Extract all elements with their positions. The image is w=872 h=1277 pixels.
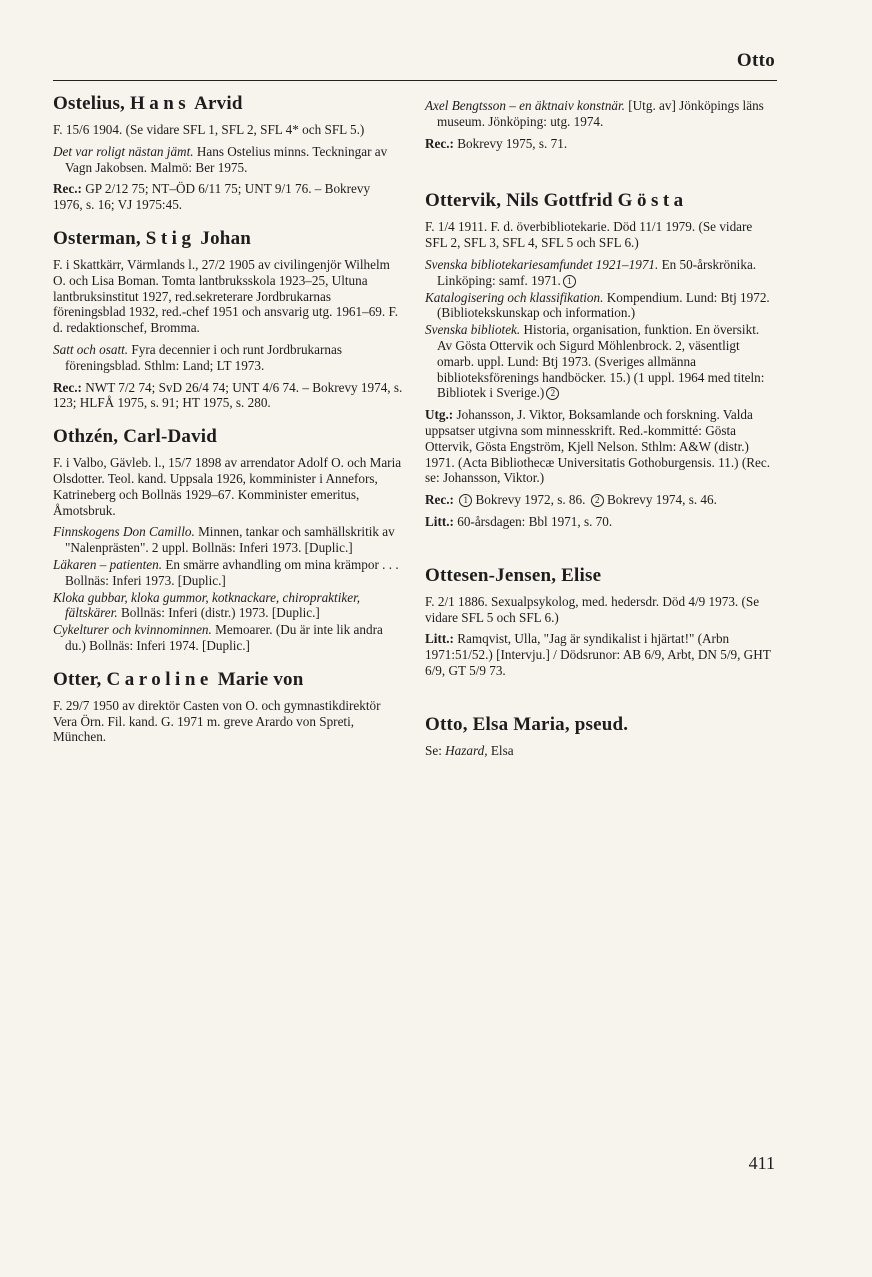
work-item: Satt och osatt. Fyra decennier i och runt Jordbrukarnas föreningsblad. Sthlm: Land; LT 1973. <box>53 341 342 373</box>
entry-ottervik <box>425 189 775 529</box>
review-list: Rec.: 1 Bokrevy 1972, s. 86. 2 Bokrevy 1974, s. 46. <box>425 492 717 508</box>
entry-bio: F. 15/6 1904. (Se vidare SFL 1, SFL 2, SFL 4* och SFL 5.) <box>53 122 365 137</box>
work-item: Axel Bengtsson – en äktnaiv konstnär. [Utg. av] Jönköpings läns museum. Jönköping: utg. 1974. <box>425 98 764 129</box>
work-item: Det var roligt nästan jämt. Hans Ostelius minns. Teckningar av Vagn Jakobsen. Malmö: Ber 1975. <box>53 143 388 175</box>
entry-heading: Otter, Caroline Marie von <box>53 668 304 690</box>
entry-heading: Ostelius, Hans Arvid <box>53 93 243 114</box>
circled-number: 1 <box>563 275 576 288</box>
work-item: Katalogisering och klassifikation. Kompendium. Lund: Btj 1972. (Bibliotekskunskap och information.) <box>425 289 770 321</box>
editor-note: Utg.: Johansson, J. Viktor, Boksamlande och forskning. Valda uppsatser utgivna som minnesskrift. Red.-kommitté: Gösta Ottervik, Gösta Engström, Kjell Nelson. Sthlm: A&W (distr.) 1971. (Acta Bibliothecæ Universitatis Gothoburgensis. 11.) (Rec. se: Johansson, Viktor.) <box>425 407 771 486</box>
literature-list: Litt.: Ramqvist, Ulla, "Jag är syndikalist i hjärtat!" (Arbn 1971:51/52.) [Intervju.] / Dödsrunor: AB 6/9, Arbt, DN 5/9, GHT 6/9, GT 5/9 73. <box>425 631 771 678</box>
entry-heading: Ottesen-Jensen, Elise <box>425 564 602 586</box>
work-item: Läkaren – patienten. En smärre avhandling om mina krämpor . . . Bollnäs: Inferi 1973. [Duplic.] <box>53 556 399 588</box>
circled-number: 1 <box>459 494 472 507</box>
left-column <box>53 92 403 751</box>
work-item: Svenska bibliotek. Historia, organisation, funktion. En översikt. Av Gösta Ottervik och Sigurd Möhlenbrock. 2, väsentligt omarb. uppl. Lund: Btj 1973. (Sveriges allmänna biblioteksförenings handböcker. 15.) (1 uppl. 1964 med titeln: Bibliotek i Sverige.) 2 <box>425 322 765 401</box>
right-column <box>425 92 775 765</box>
work-item: Cykelturer och kvinnominnen. Memoarer. (Du är inte lik andra du.) Bollnäs: Inferi 1974. [Duplic.] <box>53 622 383 653</box>
work-item: Finnskogens Don Camillo. Minnen, tankar och samhällskritik av "Nalenprästen". 2 uppl. Bollnäs: Inferi 1973. [Duplic.] <box>53 524 395 556</box>
circled-number: 2 <box>546 387 559 400</box>
page-number: 411 <box>748 1153 775 1173</box>
work-item: Kloka gubbar, kloka gummor, kotknackare, chiropraktiker, fältskärer. Bollnäs: Inferi (distr.) 1973. [Duplic.] <box>53 589 361 621</box>
review-list: Rec.: Bokrevy 1975, s. 71. <box>425 135 568 151</box>
entry-heading: Osterman, Stig Johan <box>53 227 252 249</box>
entry-bio: F. 1/4 1911. F. d. överbibliotekarie. Död 11/1 1979. (Se vidare SFL 2, SFL 3, SFL 4, SFL 5 och SFL 6.) <box>425 219 753 251</box>
running-head: Otto <box>736 50 775 71</box>
entry-heading: Ottervik, Nils Gottfrid Gösta <box>425 190 688 212</box>
entry-ottesen-jensen <box>425 564 775 679</box>
header-rule <box>53 80 777 81</box>
entry-bio: F. 2/1 1886. Sexualpsykolog, med. hedersdr. Död 4/9 1973. (Se vidare SFL 5 och SFL 6.) <box>425 593 760 625</box>
review-list: Rec.: NWT 7/2 74; SvD 26/4 74; UNT 4/6 74. – Bokrevy 1974, s. 123; HLFÅ 1975, s. 91; HT 1975, s. 280. <box>53 379 403 411</box>
entry-ostelius <box>53 92 403 213</box>
literature-list: Litt.: 60-årsdagen: Bbl 1971, s. 70. <box>425 513 613 529</box>
cross-reference: Se: Hazard, Elsa <box>425 742 514 758</box>
circled-number: 2 <box>591 494 604 507</box>
entry-othzen <box>53 425 403 654</box>
work-item: Svenska bibliotekariesamfundet 1921–1971. En 50-årskrönika. Linköping: samf. 1971. 1 <box>425 256 757 288</box>
entry-otto <box>425 713 775 759</box>
entry-heading: Otto, Elsa Maria, pseud. <box>425 713 629 735</box>
entry-bio: F. i Valbo, Gävleb. l., 15/7 1898 av arrendator Adolf O. och Maria Olsdotter. Teol. kand. Uppsala 1926, komminister i Annefors, Katrineberg och Bollnäs 1929–67. Komminister emeritus, Åmotsbruk. <box>53 455 402 518</box>
entry-osterman <box>53 227 403 411</box>
entry-bio: F. i Skattkärr, Värmlands l., 27/2 1905 av civilingenjör Wilhelm O. och Lisa Boman. Tomta lantbruksskola 1923–25, Ultuna lantbruksinstitut 1927, red.sekreterare Jordbrukarnas föreningsblad 1932, red.-chef 1951 och ansvarig utg. 1961–69. F. d. redaktionschef, Bromma. <box>53 256 399 336</box>
entry-bio: F. 29/7 1950 av direktör Casten von O. och gymnastikdirektör Vera Örn. Fil. kand. G. 1971 m. greve Arardo von Spreti, München. <box>53 697 381 745</box>
entry-heading: Othzén, Carl-David <box>53 426 218 448</box>
entry-otter <box>53 668 403 745</box>
review-list: Rec.: GP 2/12 75; NT–ÖD 6/11 75; UNT 9/1 76. – Bokrevy 1976, s. 16; VJ 1975:45. <box>53 181 371 213</box>
entry-continuation <box>425 98 775 151</box>
